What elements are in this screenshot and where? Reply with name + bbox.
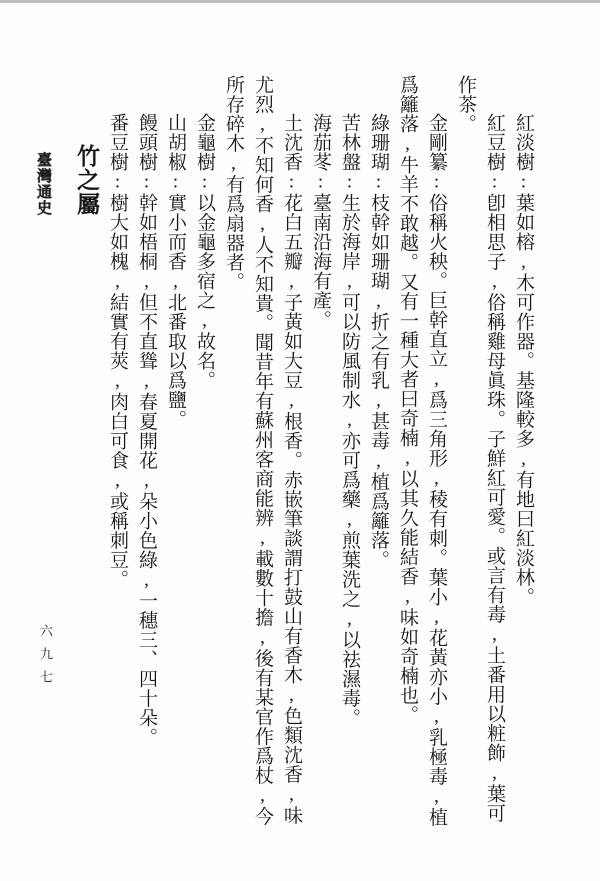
section-heading: 竹之屬 [74, 144, 99, 216]
text-column: 金龜樹:以金龜多宿之,故名。 [194, 113, 215, 390]
page-number: 六九七 [38, 624, 53, 693]
text-column: 土沈香:花白五瓣,子黃如大豆,根香。赤嵌筆談謂打鼓山有香木,色類沈香,味 [281, 113, 302, 825]
text-column: 海茄苳:臺南沿海有產。 [310, 113, 331, 330]
text-column: 苦林盤:生於海岸,可以防風制水,亦可爲藥,煎葉洗之,以祛濕毒。 [339, 113, 360, 728]
text-column: 綠珊瑚:枝幹如珊瑚,折之有乳,甚毒,植爲籬落。 [368, 113, 389, 570]
running-title: 臺灣通史 [35, 152, 51, 216]
text-column: 金剛纂:俗稱火秧。巨幹直立,爲三角形,稜有刺。葉小,花黃亦小,乳極毒,植 [426, 113, 447, 827]
text-column: 尤烈,不知何香,人不知貴。聞昔年有蘇州客商能辨,載數十擔,後有某官作爲杖,今 [252, 75, 273, 826]
text-column: 饅頭樹:幹如梧桐,但不直聳,春夏開花,朵小色綠,一穗三、四十朵。 [136, 113, 157, 747]
text-column: 紅淡樹:葉如榕,木可作器。基隆較多,有地曰紅淡林。 [513, 113, 534, 607]
text-column: 紅豆樹:卽相思子,俗稱雞母眞珠。子鮮紅可愛。或言有毒,土番用以粧飾,葉可 [484, 113, 505, 823]
text-column: 作茶。 [455, 75, 476, 134]
text-column: 山胡椒:實小而香,北番取以爲鹽。 [165, 113, 186, 429]
text-column: 番豆樹:樹大如槐,結實有莢,肉白可食,或稱刺豆。 [107, 113, 128, 589]
text-column: 爲籬落,牛羊不敢越。又有一種大者曰奇楠,以其久能結香,味如奇楠也。 [397, 75, 418, 725]
text-column: 所存碎木,有爲扇器者。 [223, 75, 244, 292]
scan-edge-artifact [0, 0, 600, 3]
main-text-block [69, 75, 538, 827]
